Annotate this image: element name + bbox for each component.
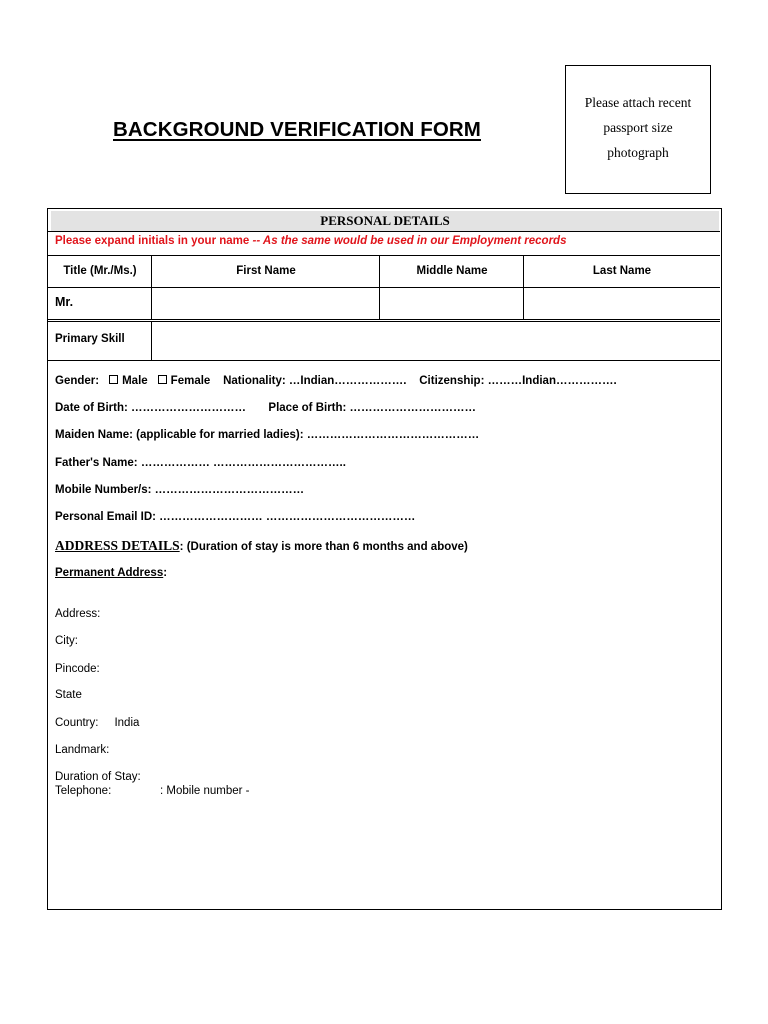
divider [523,256,524,319]
middle-name-field[interactable] [381,289,523,317]
column-header-middle-name: Middle Name [416,265,488,277]
title-value[interactable]: Mr. [55,295,74,309]
dob-row [55,402,476,414]
address-field[interactable]: Address: [55,608,101,620]
divider [48,231,720,232]
divider [48,255,720,256]
photo-box-line-3: photograph [607,145,669,160]
mobile-number-field[interactable]: : Mobile number - [160,785,250,797]
gender-row [55,375,617,387]
female-label: Female [170,375,211,387]
initials-notice [55,235,566,247]
section-header-personal-details: PERSONAL DETAILS [51,211,719,231]
maiden-name-field[interactable]: Maiden Name: (applicable for married ladies): ……………………………………… [55,429,480,441]
primary-skill-field[interactable] [153,323,719,359]
column-header-last-name: Last Name [592,265,652,277]
female-checkbox[interactable] [158,375,167,384]
male-label: Male [122,375,148,387]
permanent-address-label: Permanent Address [55,567,164,579]
permanent-address-colon: : [163,567,168,579]
personal-email-field[interactable]: Personal Email ID: ……………………… ………………………………… [55,511,416,523]
date-of-birth-field[interactable]: Date of Birth: ………………………… [55,402,247,414]
divider [48,319,720,320]
notice-italic-text: -- As the same would be used in our Employment records [252,235,567,247]
country-value[interactable]: India [114,717,140,729]
gender-label: Gender: [55,375,100,387]
nationality-field[interactable]: Nationality: …Indian………………. [223,375,407,387]
address-details-colon: : [179,541,184,553]
first-name-field[interactable] [153,289,379,317]
address-details-note: (Duration of stay is more than 6 months and above) [186,541,468,553]
citizenship-field[interactable]: Citizenship: ………Indian……………. [419,375,617,387]
pincode-field[interactable]: Pincode: [55,663,100,675]
form-title: BACKGROUND VERIFICATION FORM [113,118,481,141]
state-field[interactable]: State [55,689,82,701]
last-name-field[interactable] [525,289,719,317]
city-field[interactable]: City: [55,635,78,647]
divider [48,287,720,288]
country-label: Country: [55,717,99,729]
duration-of-stay-field[interactable]: Duration of Stay: [55,771,141,783]
place-of-birth-field[interactable]: Place of Birth: …………………………… [268,402,477,414]
divider [379,256,380,319]
address-details-heading [55,538,468,554]
male-checkbox[interactable] [109,375,118,384]
personal-details-form [47,208,722,910]
notice-text: Please expand initials in your name [55,235,250,247]
photo-box-line-1: Please attach recent [584,95,692,110]
telephone-label: Telephone: [55,785,112,797]
divider [48,321,720,322]
photo-box-line-2: passport size [603,120,673,135]
column-header-title: Title (Mr./Ms.) [63,265,137,277]
country-row [55,717,139,729]
fathers-name-field[interactable]: Father's Name: ……………… …………………………….. [55,457,346,469]
column-header-first-name: First Name [236,265,296,277]
divider [151,256,152,319]
divider [151,321,152,360]
permanent-address-heading [55,567,167,579]
photo-attachment-box[interactable] [565,65,711,194]
divider [48,360,720,361]
mobile-numbers-field[interactable]: Mobile Number/s: ………………………………… [55,484,305,496]
landmark-field[interactable]: Landmark: [55,744,110,756]
primary-skill-label: Primary Skill [55,333,125,345]
address-details-title: ADDRESS DETAILS [55,538,180,553]
